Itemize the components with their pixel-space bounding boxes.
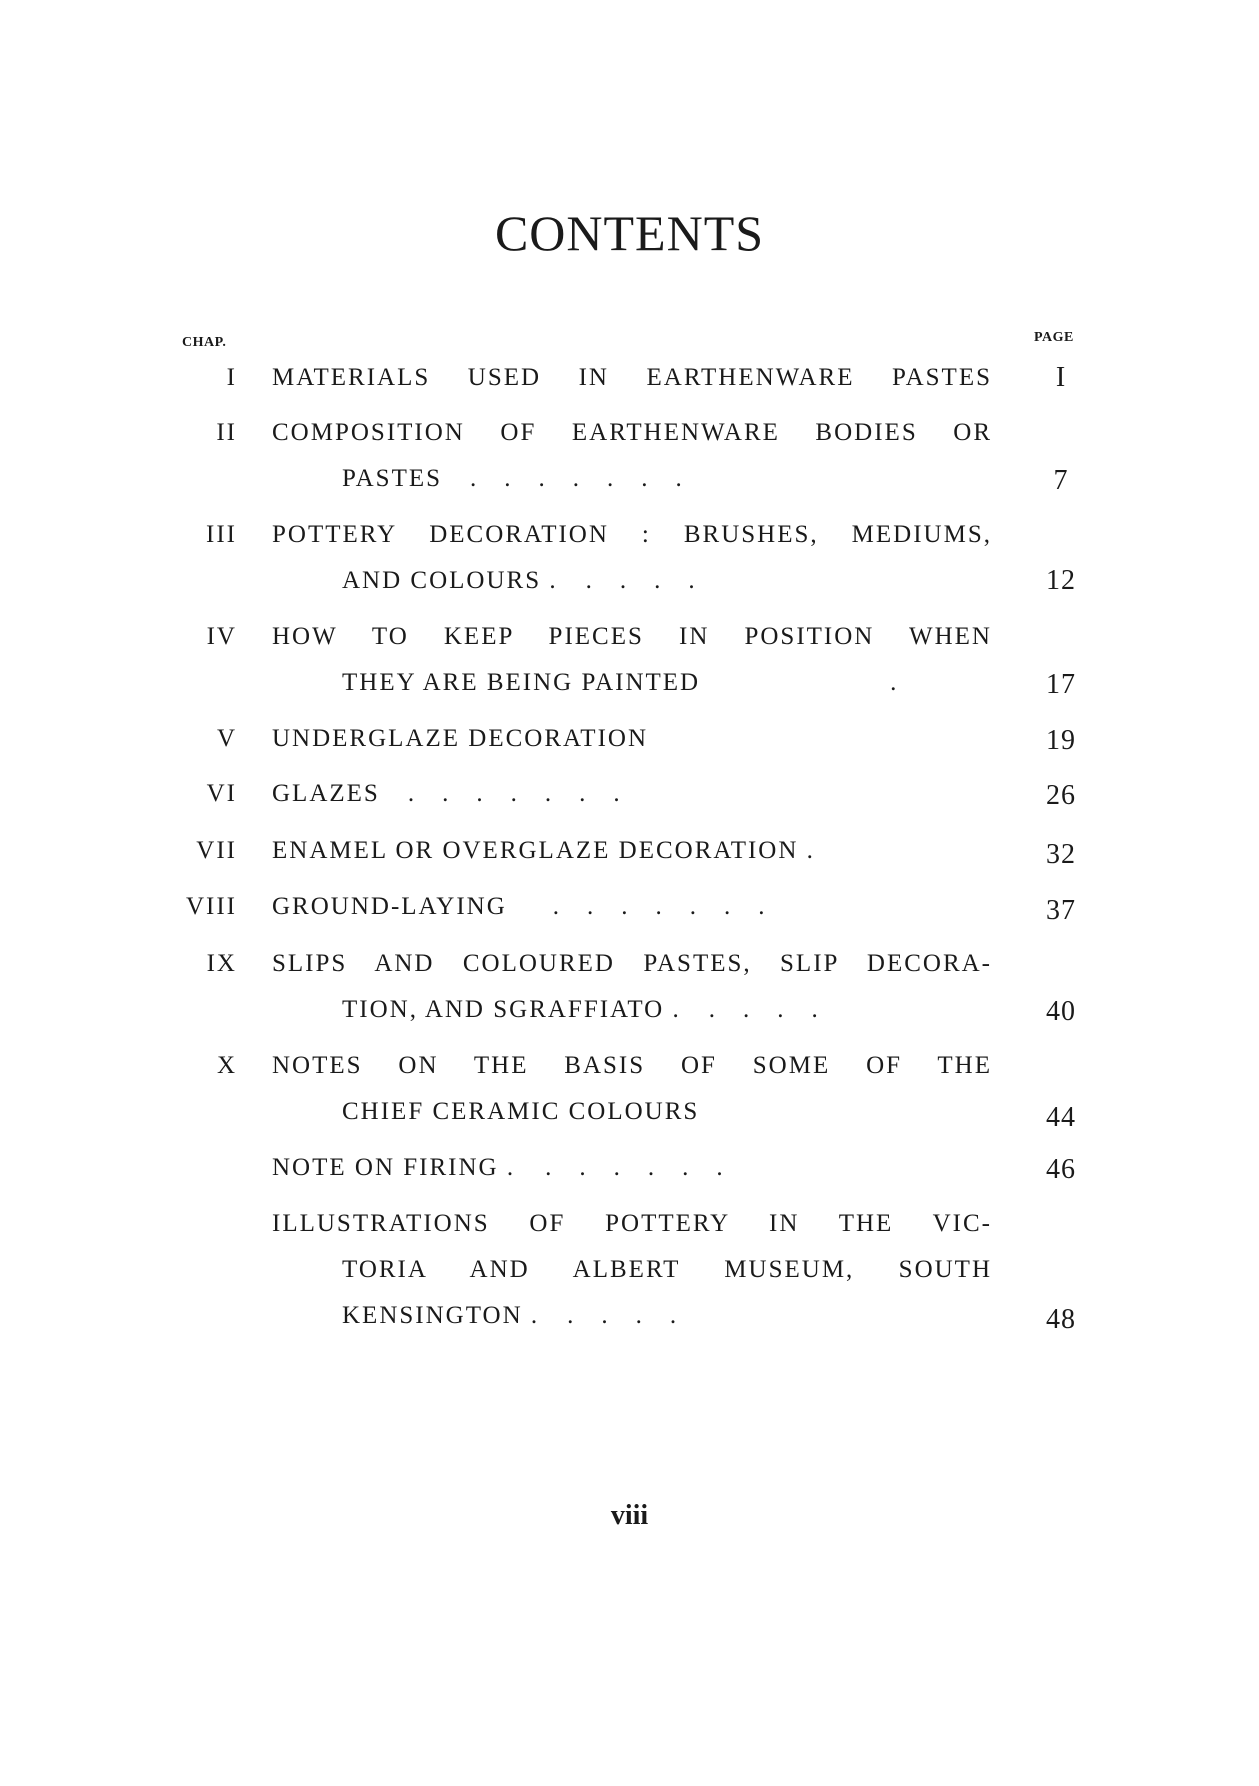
page-number: 7 — [1053, 465, 1069, 496]
folio-page-number: viii — [610, 1500, 649, 1531]
page-title: CONTENTS — [494, 205, 765, 261]
dot-leader: ....... — [552, 893, 793, 920]
chapter-number: VI — [206, 780, 237, 807]
page-number: 32 — [1046, 839, 1076, 870]
entry-title-line: GLAZES — [272, 780, 380, 807]
dot-leader: . — [890, 669, 925, 696]
entry-title-line: POTTERY DECORATION : BRUSHES, MEDIUMS, — [272, 521, 992, 548]
page-number: I — [1055, 362, 1067, 393]
entry-title-line: CHIEF CERAMIC COLOURS — [342, 1098, 700, 1125]
entry-title-line: MATERIALS USED IN EARTHENWARE PASTES — [272, 364, 992, 391]
chapter-number: VII — [196, 837, 237, 864]
entry-title-line: COMPOSITION OF EARTHENWARE BODIES OR — [272, 419, 992, 446]
page-number: 12 — [1046, 565, 1076, 596]
page-number: 48 — [1046, 1304, 1076, 1335]
chapter-number: I — [226, 364, 237, 391]
chap-column-label: CHAP. — [182, 335, 227, 350]
page-number: 17 — [1046, 669, 1076, 700]
entry-title-line: ENAMEL OR OVERGLAZE DECORATION . — [272, 837, 815, 864]
entry-title-line: THEY ARE BEING PAINTED — [342, 669, 701, 696]
entry-title-line: GROUND-LAYING — [272, 893, 507, 920]
chapter-number: X — [216, 1052, 237, 1079]
dot-leader: ....... — [470, 465, 710, 492]
page-number: 44 — [1046, 1102, 1076, 1133]
page-column-label: PAGE — [1034, 330, 1074, 345]
entry-title-line: SLIPS AND COLOURED PASTES, SLIP DECORA- — [272, 950, 992, 977]
chapter-number: III — [206, 521, 237, 548]
page-number: 40 — [1046, 996, 1076, 1027]
chapter-number: V — [216, 725, 237, 752]
entry-title-line: PASTES — [342, 465, 443, 492]
page-number: 37 — [1046, 895, 1076, 926]
dot-leader: .... — [567, 1302, 705, 1329]
entry-title-line: NOTE ON FIRING . — [272, 1154, 516, 1181]
page-number: 19 — [1046, 725, 1076, 756]
page-number: 26 — [1046, 780, 1076, 811]
dot-leader: ....... — [407, 780, 648, 807]
dot-leader: ...... — [545, 1154, 751, 1181]
chapter-number: IX — [206, 950, 237, 977]
entry-title-line: TORIA AND ALBERT MUSEUM, SOUTH — [342, 1256, 992, 1283]
entry-title-line: HOW TO KEEP PIECES IN POSITION WHEN — [272, 623, 992, 650]
entry-title-line: NOTES ON THE BASIS OF SOME OF THE — [272, 1052, 992, 1079]
entry-title-line: TION, AND SGRAFFIATO . — [342, 996, 681, 1023]
entry-title-line: UNDERGLAZE DECORATION — [272, 725, 648, 752]
chapter-number: II — [216, 419, 237, 446]
entry-title-line: ILLUSTRATIONS OF POTTERY IN THE VIC- — [272, 1210, 992, 1237]
entry-title-line: AND COLOURS . — [342, 567, 558, 594]
chapter-number: VIII — [185, 893, 237, 920]
page-number: 46 — [1046, 1154, 1076, 1185]
dot-leader: .... — [708, 996, 846, 1023]
dot-leader: .... — [585, 567, 723, 594]
entry-title-line: KENSINGTON . — [342, 1302, 540, 1329]
chapter-number: IV — [206, 623, 237, 650]
